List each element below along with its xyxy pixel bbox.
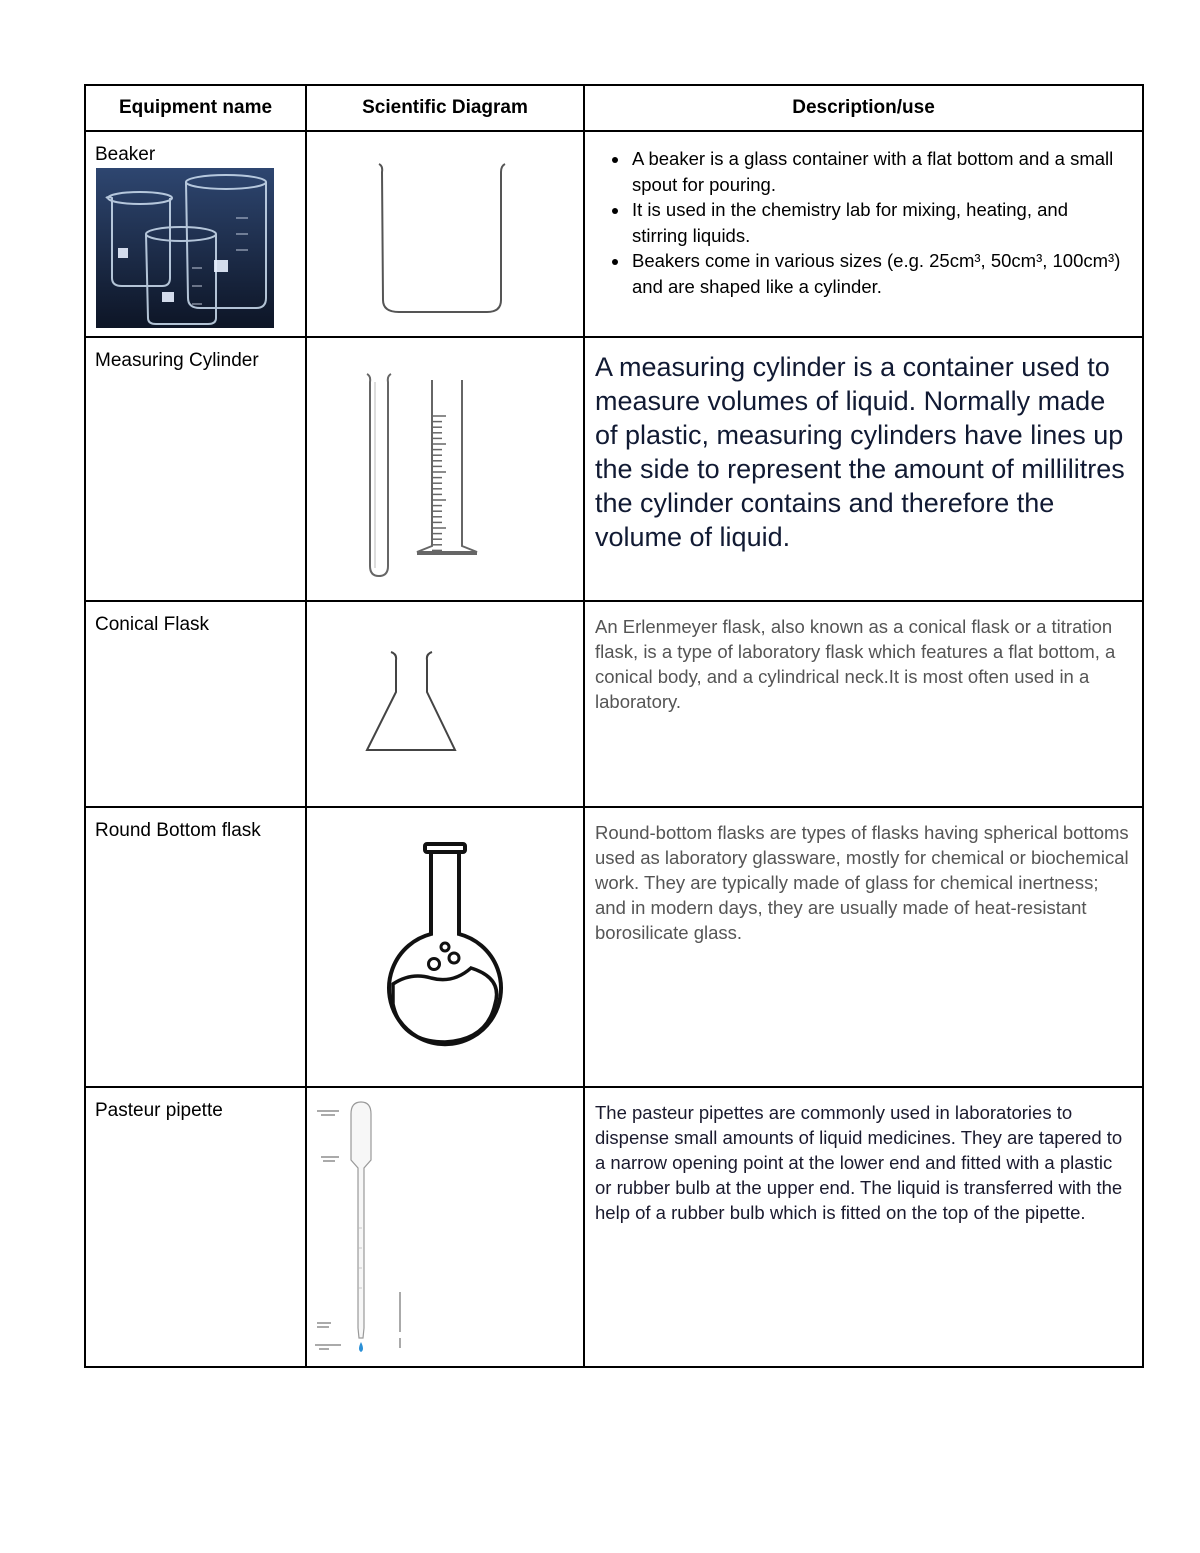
list-item: • Beakers come in various sizes (e.g. 25cm³, 50cm³, 100cm³) and are shaped like a cylinder. bbox=[630, 248, 1126, 299]
pasteur-pipette-diagram bbox=[307, 1088, 583, 1366]
header-row bbox=[85, 85, 1143, 131]
beaker-description-list bbox=[585, 146, 1126, 299]
equipment-cell bbox=[85, 131, 306, 337]
table-row bbox=[85, 807, 1143, 1087]
conical-flask-description: An Erlenmeyer flask, also known as a conical flask or a titration flask, is a type of laboratory flask which features a flat bottom, a conical body, and a cylindrical neck.It is most often used in a laboratory. bbox=[595, 616, 1116, 712]
diagram-cell bbox=[306, 337, 584, 601]
list-item: • A beaker is a glass container with a flat bottom and a small spout for pouring. bbox=[630, 146, 1126, 197]
diagram-cell bbox=[306, 601, 584, 807]
equipment-name: Round Bottom flask bbox=[95, 820, 261, 841]
equipment-table bbox=[84, 84, 1144, 1368]
header-description: Description/use bbox=[584, 85, 1143, 131]
round-bottom-flask-diagram bbox=[307, 808, 583, 1086]
diagram-cell bbox=[306, 807, 584, 1087]
equipment-name: Beaker bbox=[95, 144, 156, 165]
equipment-name: Conical Flask bbox=[95, 614, 210, 635]
round-bottom-flask-description: Round-bottom flasks are types of flasks having spherical bottoms used as laboratory glassware, mostly for chemical or biochemical work. They are typically made of glass for chemical inertness; and in modern days, they are usually made of heat-resistant borosilicate glass. bbox=[595, 822, 1129, 943]
description-cell bbox=[584, 337, 1143, 601]
description-cell bbox=[584, 1087, 1143, 1367]
table-row bbox=[85, 337, 1143, 601]
diagram-cell bbox=[306, 131, 584, 337]
description-cell bbox=[584, 807, 1143, 1087]
conical-flask-diagram bbox=[307, 602, 583, 806]
equipment-name: Pasteur pipette bbox=[95, 1100, 223, 1121]
description-cell bbox=[584, 131, 1143, 337]
table-row bbox=[85, 601, 1143, 807]
beaker-diagram bbox=[307, 132, 583, 336]
table-row bbox=[85, 1087, 1143, 1367]
header-scientific-diagram: Scientific Diagram bbox=[306, 85, 584, 131]
beaker-photo bbox=[96, 168, 274, 328]
equipment-cell bbox=[85, 1087, 306, 1367]
header-equipment-name: Equipment name bbox=[85, 85, 306, 131]
equipment-cell bbox=[85, 601, 306, 807]
pasteur-pipette-description: The pasteur pipettes are commonly used in laboratories to dispense small amounts of liquid medicines. They are tapered to a narrow opening point at the lower end and fitted with a plastic or rubber bulb at the upper end. The liquid is transferred with the help of a rubber bulb which is fitted on the top of the pipette. bbox=[595, 1102, 1123, 1223]
table-row bbox=[85, 131, 1143, 337]
description-cell bbox=[584, 601, 1143, 807]
diagram-cell bbox=[306, 1087, 584, 1367]
measuring-cylinder-diagram bbox=[307, 338, 583, 600]
list-item: • It is used in the chemistry lab for mixing, heating, and stirring liquids. bbox=[630, 197, 1126, 248]
equipment-name: Measuring Cylinder bbox=[95, 350, 259, 371]
measuring-cylinder-description: A measuring cylinder is a container used to measure volumes of liquid. Normally made of plastic, measuring cylinders have lines up the side to represent the amount of millilitres the cylinder contains and therefore the volume of liquid. bbox=[595, 352, 1125, 552]
equipment-cell bbox=[85, 807, 306, 1087]
equipment-cell bbox=[85, 337, 306, 601]
